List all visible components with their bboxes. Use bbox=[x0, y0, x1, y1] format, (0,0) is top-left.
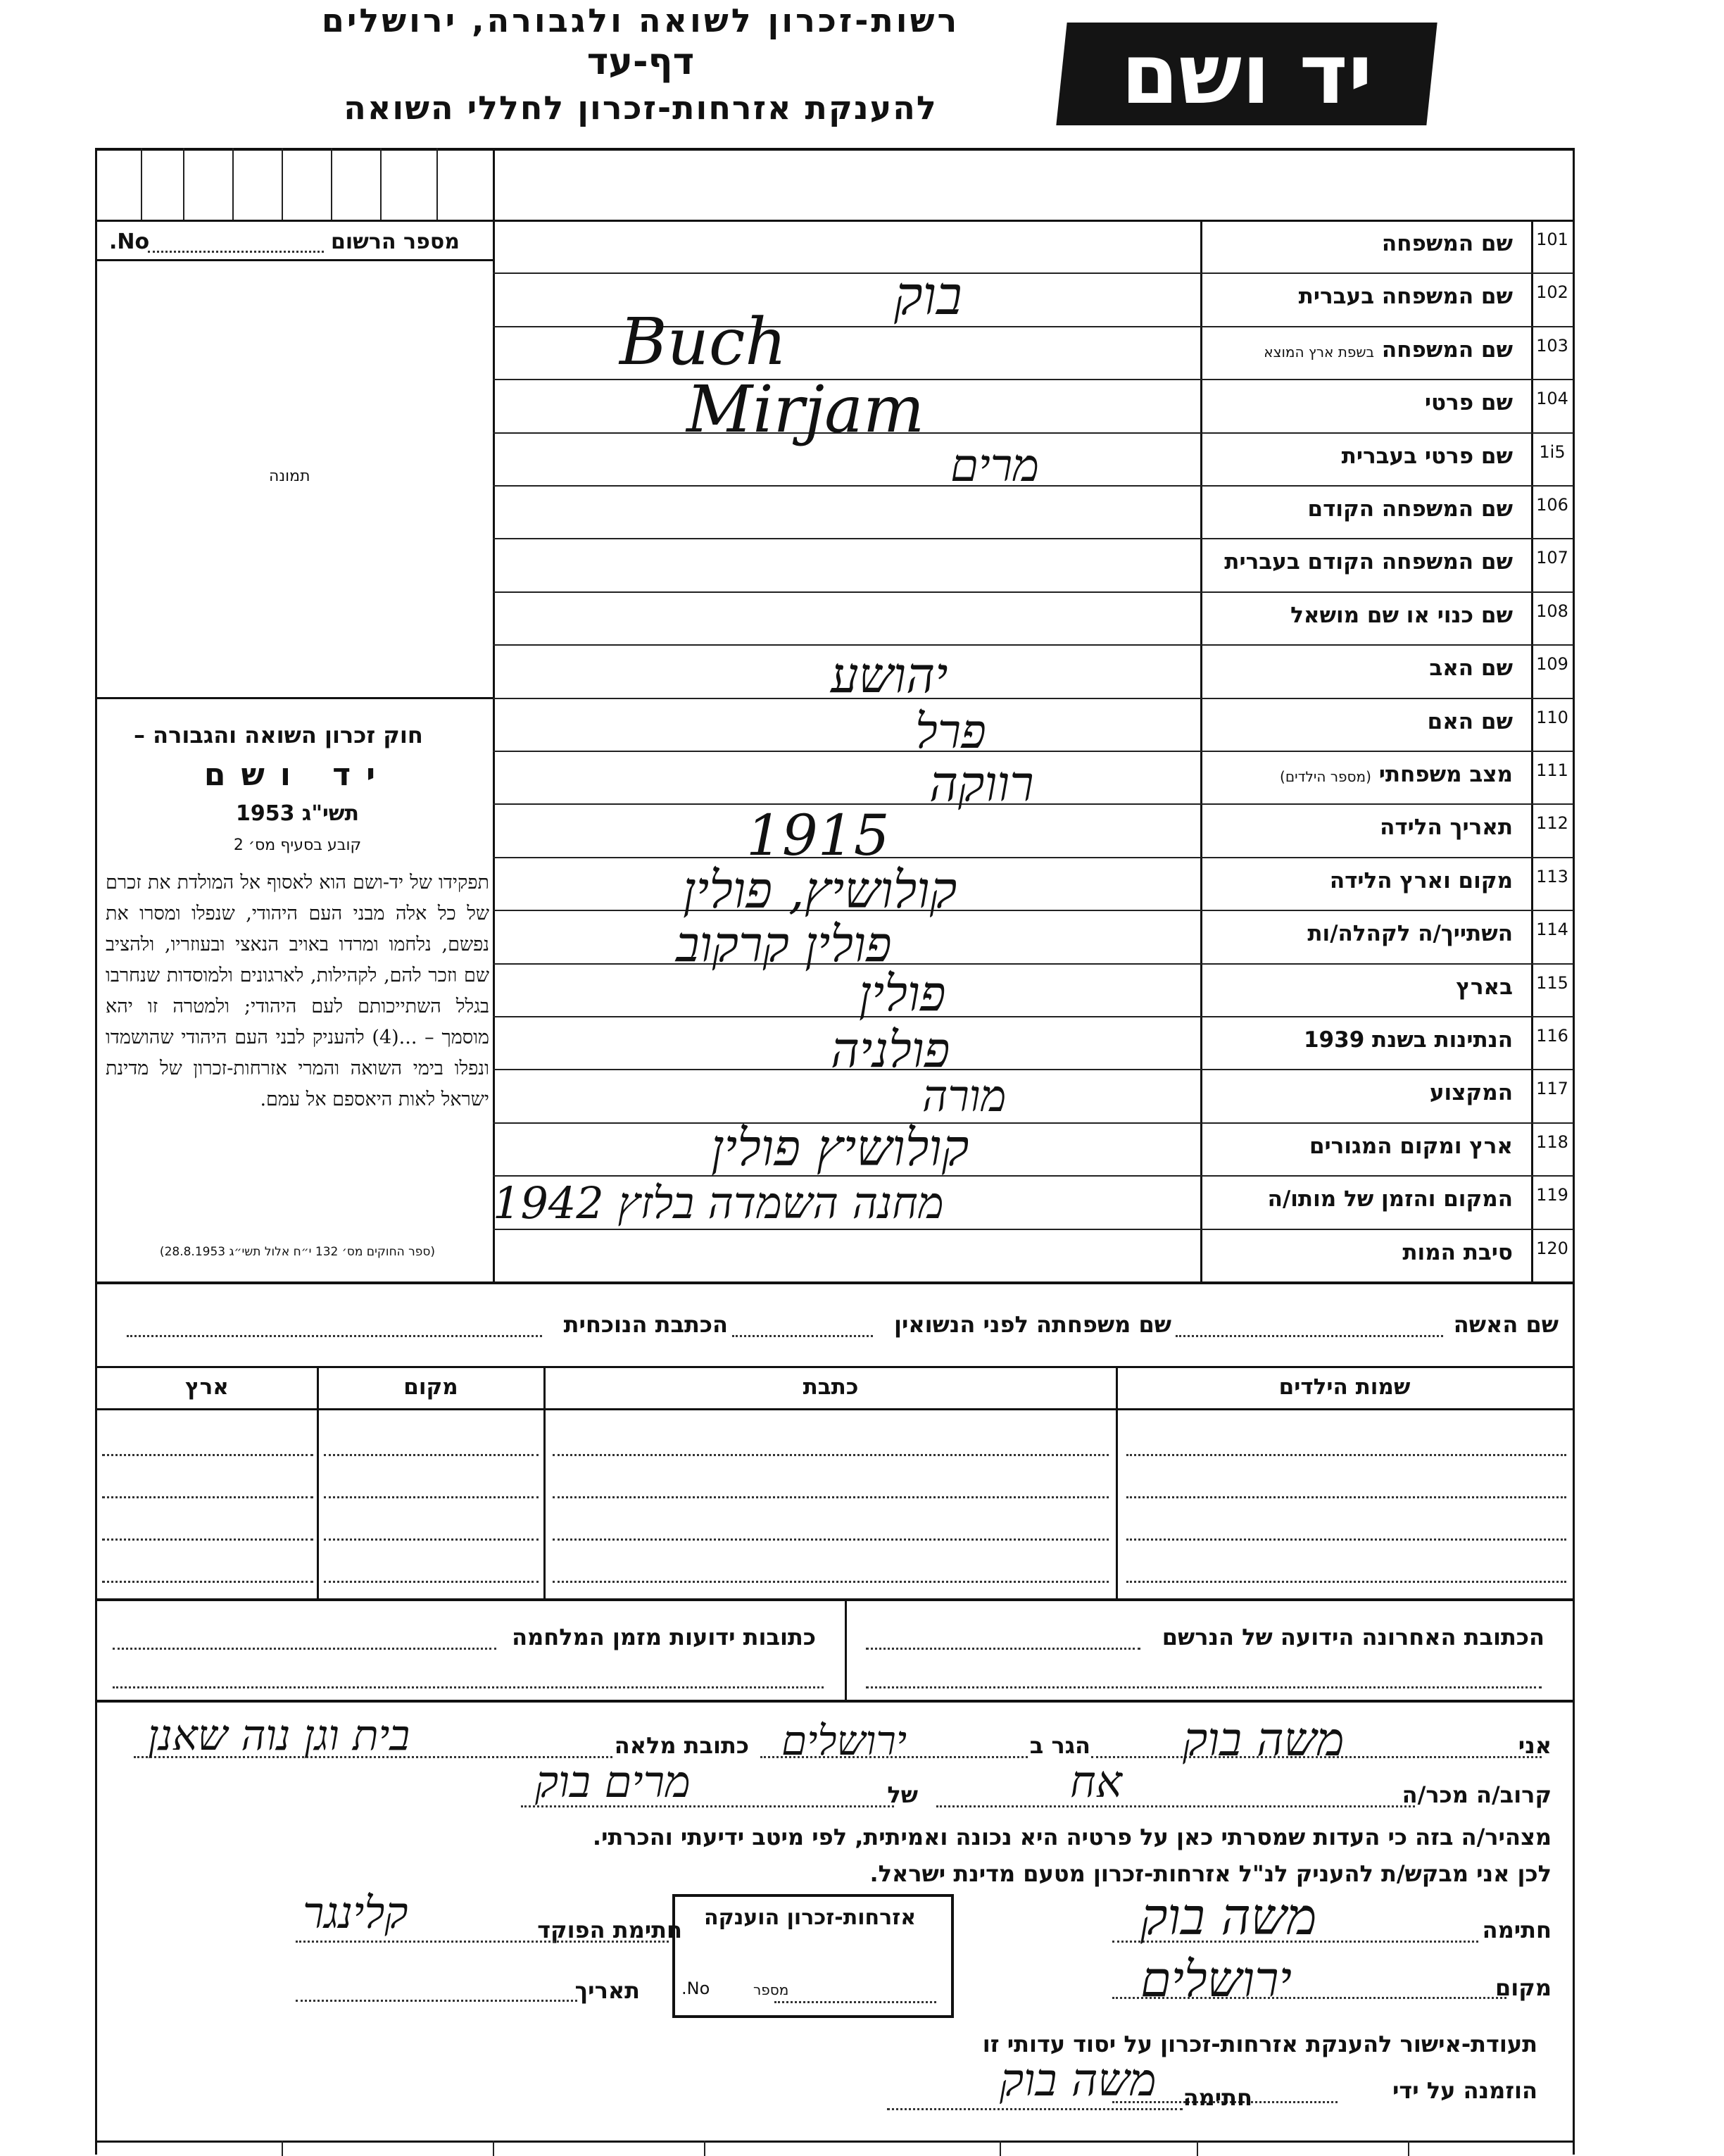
stamp-box-title: אזרחות-זכרון הוענקה bbox=[704, 1905, 917, 1930]
hw-birth-date: 1915 bbox=[746, 803, 890, 868]
field-row-line bbox=[493, 1175, 1573, 1177]
wartime-address-label: כתובות ידועות מזמן המלחמה bbox=[512, 1624, 816, 1650]
field-row-line bbox=[493, 644, 1573, 646]
field-label-text: שם פרטי bbox=[1424, 390, 1513, 415]
field-number: 109 bbox=[1536, 654, 1568, 674]
wife-label: שם האשה bbox=[1453, 1311, 1559, 1338]
field-label-text: המקצוע bbox=[1429, 1080, 1513, 1105]
relative-label: קרוב/ה מכר/ה bbox=[1402, 1781, 1552, 1808]
field-row-line bbox=[493, 910, 1573, 911]
stamp-box-number-label: מספר bbox=[753, 1981, 789, 1998]
declaration-text-2: לכן אני מבקש/ת להעניק לנ"ל אזרחות-זכרון מטעם מדינת ישראל. bbox=[869, 1860, 1552, 1887]
field-label bbox=[1189, 549, 1513, 575]
registry-label: מספר הרשום bbox=[331, 230, 460, 254]
field-number: 120 bbox=[1536, 1239, 1568, 1258]
field-label bbox=[1189, 921, 1513, 946]
field-label bbox=[1189, 815, 1513, 840]
field-label-text: השתייך/ה לקהלה/ות bbox=[1307, 921, 1513, 946]
hw-place: ירושלים bbox=[1140, 1950, 1292, 2008]
field-label-text: ארץ ומקום המגורים bbox=[1309, 1134, 1513, 1159]
field-label-sub: בשפת ארץ המוצא bbox=[1264, 344, 1375, 361]
field-label-text: תאריך הלידה bbox=[1380, 815, 1513, 840]
hw-of-name: מרים בוק bbox=[535, 1756, 691, 1807]
header-authority: רשות-זכרון לשואה ולגבורה, ירושלים bbox=[321, 1, 960, 39]
field-number: 116 bbox=[1536, 1026, 1568, 1046]
field-number: 103 bbox=[1536, 336, 1568, 356]
signature-label: חתימה bbox=[1482, 1917, 1552, 1943]
hw-residence: קולושיץ פולין bbox=[711, 1118, 969, 1177]
field-label bbox=[1189, 709, 1513, 734]
hw-family-name-origin: Buch bbox=[619, 304, 787, 380]
field-number: 102 bbox=[1536, 282, 1568, 302]
field-label bbox=[1189, 974, 1513, 1000]
field-row-line bbox=[493, 432, 1573, 434]
field-label-text: בארץ bbox=[1456, 974, 1513, 1000]
field-row-line bbox=[493, 698, 1573, 699]
field-label bbox=[1189, 496, 1513, 522]
field-row-line bbox=[493, 751, 1573, 752]
hw-mother-name: פרל bbox=[915, 704, 986, 760]
field-row-line bbox=[493, 1069, 1573, 1070]
child-row-line bbox=[553, 1581, 1109, 1583]
field-label-text: שם האם bbox=[1427, 709, 1513, 734]
hw-first-name: Mirjam bbox=[686, 372, 925, 447]
current-address-label: הכתבת הנוכחית bbox=[563, 1311, 728, 1338]
col-children-names: שמות הילדים bbox=[1278, 1374, 1411, 1400]
field-label bbox=[1189, 337, 1513, 363]
maiden-name-label: שם משפחתה לפני הנשואין bbox=[893, 1311, 1171, 1338]
field-label bbox=[1189, 231, 1513, 256]
child-row-line bbox=[1126, 1581, 1566, 1583]
yad-vashem-logo: יד ושם bbox=[1121, 25, 1373, 123]
field-number: 111 bbox=[1536, 760, 1568, 780]
field-row-line bbox=[493, 963, 1573, 965]
field-label bbox=[1189, 762, 1513, 787]
frame-right bbox=[1573, 148, 1575, 2155]
field-label-text: שם המשפחה הקודם בעברית bbox=[1224, 549, 1513, 575]
field-label-sub: (מספר הילדים) bbox=[1280, 768, 1371, 785]
law-year: תשי"ג 1953 bbox=[235, 801, 360, 826]
field-number: 104 bbox=[1536, 389, 1568, 408]
field-label bbox=[1189, 603, 1513, 628]
col-address: כתבת bbox=[803, 1374, 859, 1400]
law-clause: קובע בסעיף מס׳ 2 bbox=[233, 836, 362, 854]
field-label bbox=[1189, 1027, 1513, 1053]
hw-declarant-city: ירושלים bbox=[781, 1717, 907, 1765]
hw-nationality: פולניה bbox=[831, 1021, 950, 1079]
child-row-line bbox=[1126, 1496, 1566, 1498]
hw-death-place-time: מחנה השמדה בלזץ 1942 bbox=[493, 1177, 944, 1229]
field-row-line bbox=[493, 591, 1573, 593]
hw-bottom-signature: משה בוק bbox=[1000, 2055, 1157, 2107]
field-number: 113 bbox=[1536, 867, 1568, 886]
field-row-line bbox=[493, 272, 1573, 274]
frame-left bbox=[95, 148, 97, 2155]
field-label-text: המקום והזמן של מותו/ה bbox=[1267, 1186, 1513, 1212]
field-number: 114 bbox=[1536, 920, 1568, 939]
child-row-line bbox=[324, 1454, 539, 1456]
child-row-line bbox=[102, 1538, 313, 1541]
field-number: 108 bbox=[1536, 601, 1568, 621]
certificate-line-2: הוזמנה על ידי bbox=[1392, 2077, 1537, 2104]
frame-top bbox=[95, 148, 1575, 151]
hw-community: פולין קרקוב bbox=[676, 915, 892, 973]
field-label bbox=[1189, 390, 1513, 415]
declarant-label: אני bbox=[1518, 1732, 1552, 1759]
field-label bbox=[1189, 284, 1513, 309]
field-row-line bbox=[493, 1016, 1573, 1017]
field-number: 117 bbox=[1536, 1079, 1568, 1098]
child-row-line bbox=[324, 1496, 539, 1498]
field-label-text: הנתינות בשנת 1939 bbox=[1303, 1027, 1513, 1053]
field-label bbox=[1189, 444, 1513, 469]
field-number: 1i5 bbox=[1539, 442, 1566, 462]
photo-label: תמונה bbox=[269, 468, 310, 485]
law-body: תפקידו של יד-ושם הוא לאסוף אל המולדת את זכרם של כל אלה מבני העם היהודי, שנפלו ומסרו את נפשם, נלחמו ומרדו באויב הנאצי ובעוזריו, ולהציב שם וזכר להם, לקהילות, לארגונים ולמוסדות שנחרבו בגלל השתייכותם לעם היהודי; ולמטרה זו יהא מוסמך – ...(4) להעניק לבני העם היהודי שהושמדו ונפלו בימי השואה והמרי אזרחות-זכרון של מדינת ישראל לאות היאספם אל עמם. bbox=[106, 872, 489, 1110]
field-row-line bbox=[493, 538, 1573, 539]
field-label-text: שם פרטי בעברית bbox=[1341, 444, 1513, 469]
header-form-title: דף-עד bbox=[586, 41, 695, 83]
field-label-text: שם המשפחה bbox=[1381, 231, 1513, 256]
hw-country: פולין bbox=[859, 965, 946, 1022]
law-footnote: (ספר החוקים מס׳ 132 י״ח אלול תשי״ג 28.8.1953) bbox=[159, 1245, 436, 1259]
field-row-line bbox=[493, 857, 1573, 858]
child-row-line bbox=[102, 1454, 313, 1456]
hw-marital-status: רווקה bbox=[929, 755, 1034, 813]
field-label bbox=[1189, 656, 1513, 681]
resident-of-label: הגר ב bbox=[1029, 1732, 1090, 1759]
certificate-signature-label: חתימה bbox=[1183, 2084, 1252, 2111]
law-title: חוק זכרון השואה והגבורה – bbox=[134, 722, 423, 748]
field-number: 107 bbox=[1536, 548, 1568, 568]
hw-first-name-hebrew: מרים bbox=[950, 440, 1040, 492]
last-known-address-label: הכתובת האחרונה הידועה של הנרשם bbox=[1162, 1624, 1544, 1650]
col-country: ארץ bbox=[185, 1374, 229, 1400]
field-number: 110 bbox=[1536, 708, 1568, 727]
hw-signature: משה בוק bbox=[1140, 1887, 1317, 1946]
field-label bbox=[1189, 1134, 1513, 1159]
hw-declarant-address: בית וגן נוה שאנן bbox=[148, 1711, 410, 1760]
declaration-text-1: מצהיר/ה בזה כי העדות שמסרתי כאן על פרטיה היא נכונה ואמיתית, לפי מיטב ידיעתי והכרתי. bbox=[592, 1824, 1552, 1850]
col-place: מקום bbox=[403, 1374, 458, 1400]
field-label-text: סיבת המות bbox=[1402, 1240, 1513, 1265]
header-subtitle: להענקת אזרחות-זכרון לחללי השואה bbox=[344, 89, 938, 127]
hw-officer-signature: קלינגר bbox=[303, 1887, 408, 1938]
child-row-line bbox=[553, 1538, 1109, 1541]
officer-signature-label: חתימת הפוקד bbox=[537, 1917, 682, 1943]
child-row-line bbox=[324, 1538, 539, 1541]
field-label bbox=[1189, 868, 1513, 894]
field-label-text: שם האב bbox=[1429, 656, 1513, 681]
field-number: 119 bbox=[1536, 1185, 1568, 1205]
child-row-line bbox=[324, 1581, 539, 1583]
child-row-line bbox=[102, 1581, 313, 1583]
child-row-line bbox=[102, 1496, 313, 1498]
hw-birth-place: קולושיץ, פולין bbox=[683, 860, 957, 920]
hw-father-name: יהושע bbox=[831, 646, 948, 704]
full-address-label: כתובת מלאה bbox=[614, 1732, 749, 1759]
field-number: 101 bbox=[1536, 230, 1568, 249]
hw-profession: מורה bbox=[922, 1070, 1007, 1122]
certificate-line-1: תעודת-אישור להענקת אזרחות-זכרון על יסוד עדותי זו bbox=[982, 2031, 1537, 2057]
field-row-line bbox=[493, 1122, 1573, 1124]
child-row-line bbox=[1126, 1538, 1566, 1541]
child-row-line bbox=[553, 1496, 1109, 1498]
field-number: 106 bbox=[1536, 495, 1568, 515]
hw-declarant-name: משה בוק bbox=[1183, 1712, 1345, 1767]
field-label-text: שם כנוי או שם מושאל bbox=[1290, 603, 1513, 628]
field-label-text: שם המשפחה בעברית bbox=[1298, 284, 1513, 309]
field-label-text: מקום וארץ הלידה bbox=[1329, 868, 1513, 894]
registry-no: No. bbox=[109, 230, 150, 254]
field-label-text: מצב משפחתי bbox=[1378, 762, 1513, 787]
field-label-text: שם המשפחה הקודם bbox=[1307, 496, 1513, 522]
field-label-text: שם המשפחה bbox=[1381, 337, 1513, 363]
field-label bbox=[1189, 1186, 1513, 1212]
field-number: 118 bbox=[1536, 1132, 1568, 1152]
field-label bbox=[1189, 1240, 1513, 1265]
place-label: מקום bbox=[1495, 1974, 1552, 2001]
field-label bbox=[1189, 1080, 1513, 1105]
child-row-line bbox=[553, 1454, 1109, 1456]
stamp-box-no: No. bbox=[681, 1979, 710, 1998]
law-name: יד ושם bbox=[203, 757, 391, 793]
hw-relation: אח bbox=[1070, 1756, 1122, 1807]
field-number: 115 bbox=[1536, 973, 1568, 993]
of-label: של bbox=[887, 1781, 918, 1808]
date-label: תאריך bbox=[574, 1977, 640, 2004]
child-row-line bbox=[1126, 1454, 1566, 1456]
hw-family-name-hebrew: בוק bbox=[894, 264, 962, 327]
field-number: 112 bbox=[1536, 813, 1568, 833]
